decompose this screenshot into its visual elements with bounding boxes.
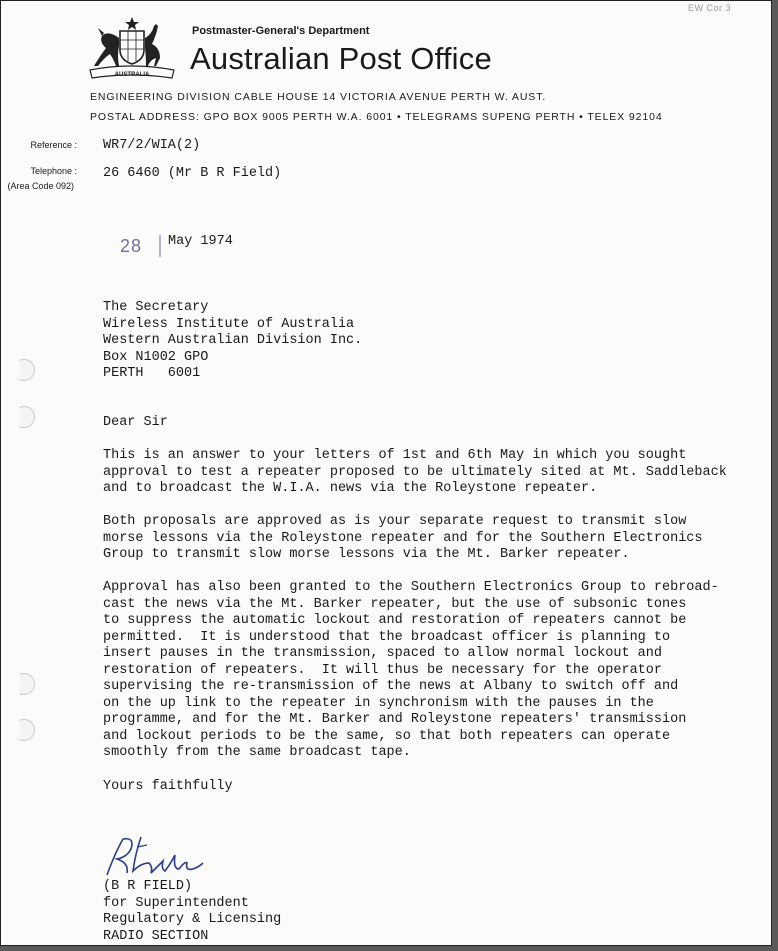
text-line: insert pauses in the transmission, spaced to allow normal lockout and (103, 646, 662, 661)
corner-reference: EW Cor 3 (687, 3, 731, 13)
organisation-name: Australian Post Office (190, 41, 492, 76)
text-line: permitted. It is understood that the broadcast officer is planning to (103, 629, 671, 645)
text-line: restoration of repeaters. It will thus be necessary for the operator (103, 662, 662, 678)
header-postal-line: POSTAL ADDRESS: GPO BOX 9005 PERTH W.A. 6001 • TELEGRAMS SUPENG PERTH • TELEX 92104 (90, 111, 663, 123)
handwritten-signature (101, 833, 211, 883)
text-line: on the up link to the repeater in synchronism with the pauses in the (103, 695, 654, 711)
address-line: Western Australian Division Inc. (103, 333, 363, 348)
reference-label: Reference : (30, 140, 77, 150)
recipient-address (103, 300, 362, 383)
text-line: This is an answer to your letters of 1st and 6th May in which you sought (103, 448, 687, 463)
area-code-label: (Area Code 092) (7, 181, 74, 191)
signatory-line: for Superintendent (103, 895, 249, 911)
text-line: and to broadcast the W.I.A. news via the Roleystone repeater. (103, 481, 598, 496)
text-line: approval to test a repeater proposed to be ultimately sited at Mt. Saddleback (103, 464, 727, 480)
punch-hole (13, 359, 35, 381)
text-line: to suppress the automatic lockout and restoration of repeaters cannot be (103, 613, 687, 628)
signatory-line: RADIO SECTION (103, 928, 209, 944)
date-month-year: May 1974 (168, 234, 233, 249)
signature-block (103, 879, 281, 945)
text-line: Both proposals are approved as is your separate request to transmit slow (103, 514, 687, 529)
signatory-line: Regulatory & Licensing (103, 912, 282, 927)
header-address-line: ENGINEERING DIVISION CABLE HOUSE 14 VICTORIA AVENUE PERTH W. AUST. (90, 91, 547, 103)
text-line: cast the news via the Mt. Barker repeater, but the use of subsonic tones (103, 596, 687, 612)
address-line: The Secretary (103, 300, 209, 315)
punch-hole (13, 406, 35, 428)
signatory-name: (B R FIELD) (103, 879, 193, 894)
text-line: programme, and for the Mt. Barker and Roleystone repeaters' transmission (103, 712, 687, 727)
text-line: Approval has also been granted to the Southern Electronics Group to rebroad- (103, 580, 719, 595)
paragraph-1 (103, 448, 727, 498)
salutation: Dear Sir (103, 415, 168, 430)
department-name: Postmaster-General's Department (192, 25, 370, 37)
text-line: supervising the re-transmission of the news at Albany to switch off and (103, 679, 679, 694)
reference-value: WR7/2/WIA(2) (103, 138, 201, 153)
punch-hole (13, 673, 35, 695)
telephone-label: Telephone : (30, 166, 77, 176)
crest-banner: AUSTRALIA (114, 72, 150, 78)
paragraph-3 (103, 580, 719, 762)
text-line: smoothly from the same broadcast tape. (103, 745, 411, 760)
date-day-stamp: 28 (120, 236, 143, 256)
text-line: morse lessons via the Roleystone repeater and for the Southern Electronics (103, 530, 703, 546)
address-line: Wireless Institute of Australia (103, 316, 355, 332)
punch-hole (13, 719, 35, 741)
coat-of-arms-icon (86, 16, 178, 82)
address-line: Box N1002 GPO (103, 349, 209, 365)
stamp-divider (159, 235, 161, 257)
address-line: PERTH 6001 (103, 366, 201, 381)
telephone-value: 26 6460 (Mr B R Field) (103, 166, 282, 181)
closing: Yours faithfully (103, 779, 233, 794)
paragraph-2 (103, 514, 703, 564)
text-line: Group to transmit slow morse lessons via the Mt. Barker repeater. (103, 547, 630, 562)
text-line: and lockout periods to be the same, so that both repeaters can operate (103, 728, 671, 744)
